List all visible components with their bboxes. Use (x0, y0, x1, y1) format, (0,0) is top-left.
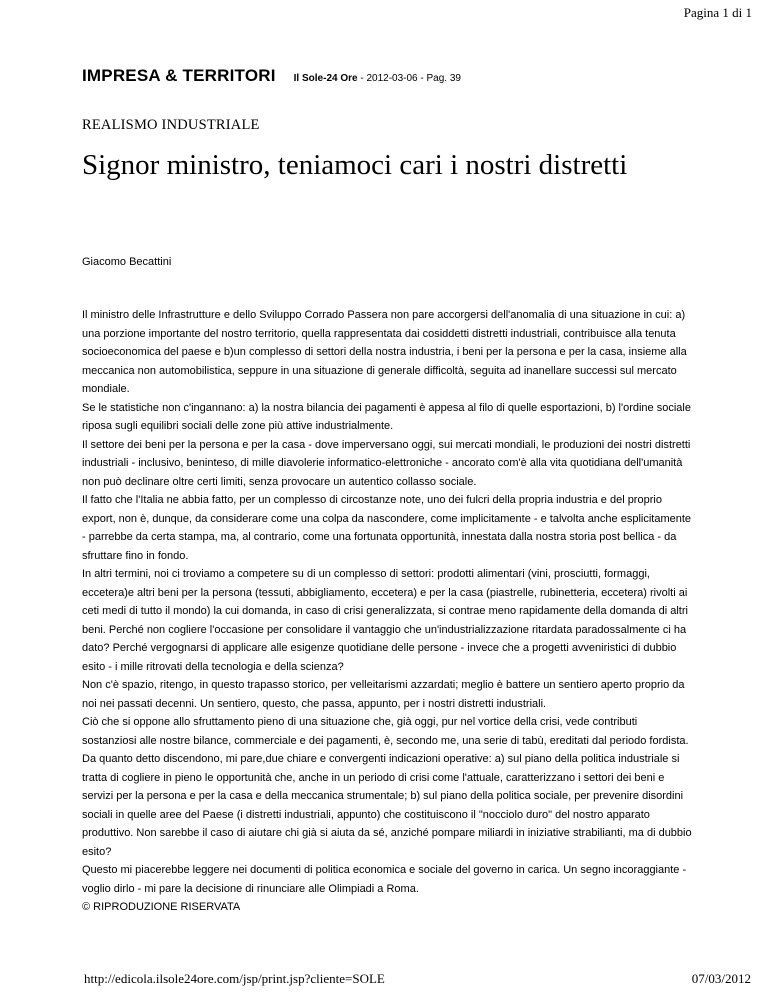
copyright-notice: © RIPRODUZIONE RISERVATA (82, 901, 241, 913)
headline: Signor ministro, teniamoci cari i nostri distretti (82, 149, 628, 181)
paragraph: Il fatto che l'Italia ne abbia fatto, per un complesso di circostanze note, uno dei fulcri della propria industria e del proprio export, non è, dunque, da considerare come una colpa da nascondere, come implicitamente - e talvolta anche esplicitamente - parrebbe da certa stampa, ma, al contrario, come una fortunata opportunità, innestata dalla nostra storia post bellica - da sfruttare fino in fondo. (82, 494, 692, 562)
footer-date: 07/03/2012 (691, 971, 751, 986)
article-header (82, 66, 461, 86)
paragraph: Il ministro delle Infrastrutture e dello Sviluppo Corrado Passera non pare accorgersi dell'anomalia di una situazione in cui: a) una porzione importante del nostro territorio, quella rappresentata dai cosiddetti distretti industriali, contribuisce alla tenuta socioeconomica del paese e b)un complesso di settori della nostra industria, i beni per la persona e per la casa, insieme alla meccanica non automobilistica, seppure in una situazione di generale difficoltà, seguita ad inanellare successi sul mercato mondiale. (82, 309, 687, 395)
footer-url: http://edicola.ilsole24ore.com/jsp/print.jsp?cliente=SOLE (84, 971, 385, 986)
newspaper-name: Il Sole-24 Ore (293, 73, 358, 84)
page-counter: Pagina 1 di 1 (683, 5, 752, 20)
author: Giacomo Becattini (82, 256, 172, 268)
paragraph: Da quanto detto discendono, mi pare,due chiare e convergenti indicazioni operative: a) sul piano della politica industriale si tratta di cogliere in pieno le opportunità che, anche in un periodo di crisi come l'attuale, caratterizzano i settori dei beni e servizi per la persona e per la casa e della meccanica strumentale; b) sul piano della politica sociale, per prevenire disordini sociali in quelle aree del Paese (i distretti industriali, appunto) che costituiscono il "nocciolo duro" del nostro apparato produttivo. Non sarebbe il caso di aiutare chi già si aiuta da sé, anziché pompare miliardi in iniziative strabilianti, ma di dubbio esito? (82, 753, 692, 858)
paragraph: Il settore dei beni per la persona e per la casa - dove imperversano oggi, sui mercati mondiali, le produzioni dei nostri distretti industriali - inclusivo, beninteso, di mille diavolerie informatico-elettroniche - ancorato com'è alla vita quotidiana dell'umanità non può declinare oltre certi limiti, senza provocare un autentico collasso sociale. (82, 438, 691, 488)
paragraph: Non c'è spazio, ritengo, in questo trapasso storico, per velleitarismi azzardati; meglio è battere un sentiero aperto proprio da noi nei passati decenni. Un sentiero, questo, che passa, appunto, per i nostri distretti industriali. (82, 679, 685, 710)
paragraph: In altri termini, noi ci troviamo a competere su di un complesso di settori: prodotti alimentari (vini, prosciutti, formaggi, eccetera)e altri beni per la persona (tessuti, abbigliamento, eccetera) e per la casa (piastrelle, rubinetteria, eccetera) rivolti ai ceti medi di tutto il mondo) la cui domanda, in caso di crisi generalizzata, si contrae meno rapidamente della domanda di altri beni. Perché non cogliere l'occasione per consolidare il vantaggio che un'industrializzazione ritardata paradossalmente ci ha dato? Perché vergognarsi di applicare alle esigenze quotidiane delle persone - invece che a progetti avveniristici di dubbio esito - i mille ritrovati della tecnologia e della scienza? (82, 568, 688, 673)
paragraph: Ciò che si oppone allo sfruttamento pieno di una situazione che, già oggi, pur nel vortice della crisi, vede contributi sostanziosi alle nostre bilance, commerciale e dei pagamenti, è, secondo me, una serie di tabù, ereditati dal periodo fordista. (82, 716, 689, 747)
paragraph: Questo mi piacerebbe leggere nei documenti di politica economica e sociale del governo in carica. Un segno incoraggiante - voglio dirlo - mi pare la decisione di rinunciare alle Olimpiadi a Roma. (82, 864, 687, 895)
section-name: IMPRESA & TERRITORI (82, 66, 276, 85)
source-line (294, 73, 461, 84)
paragraph: Se le statistiche non c'ingannano: a) la nostra bilancia dei pagamenti è appesa al filo di quelle esportazioni, b) l'ordine sociale riposa sugli equilibri sociali delle zone più attive industrialmente. (82, 401, 691, 432)
source-meta: - 2012-03-06 - Pag. 39 (357, 73, 461, 84)
article-body (82, 306, 694, 917)
kicker: REALISMO INDUSTRIALE (82, 117, 260, 133)
